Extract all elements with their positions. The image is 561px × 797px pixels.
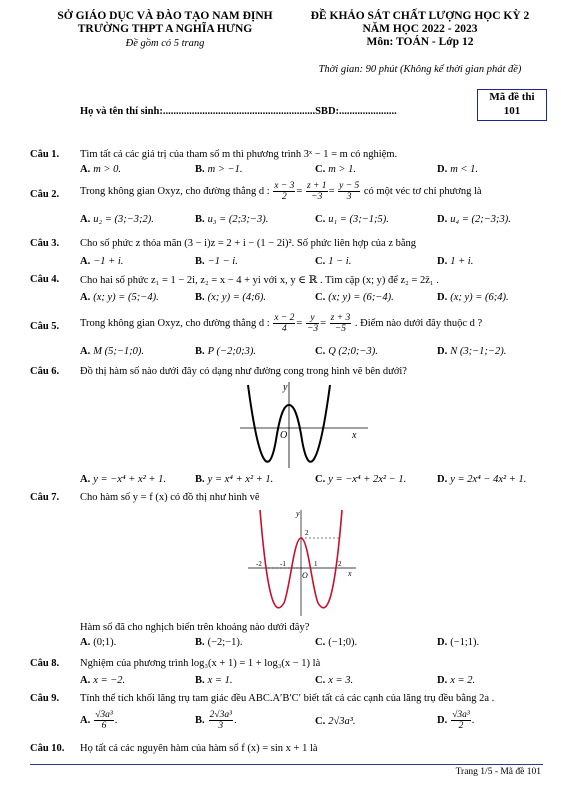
exam-duration: Thời gian: 90 phút (Không kể thời gian phát đề) bbox=[318, 64, 522, 75]
page-footer: Trang 1/5 - Mã đề 101 bbox=[455, 767, 541, 777]
option-b: B. (−2;−1). bbox=[195, 637, 243, 648]
department-name: SỞ GIÁO DỤC VÀ ĐÀO TẠO NAM ĐỊNH bbox=[57, 10, 273, 22]
option-d: D. N (3;−1;−2). bbox=[437, 346, 507, 357]
question-text: Trong không gian Oxyz, cho đường thẳng d : $\frac{x - 2}{4}$ = $\frac{y}{-3}$ = $\frac{z + 3}{-5}$ . Điểm nào dưới đây thuộc d ? bbox=[80, 313, 483, 334]
question-text: Hàm số đã cho nghịch biến trên khoảng nào dưới đây? bbox=[80, 622, 310, 633]
option-a: A. m > 0. bbox=[80, 164, 122, 175]
x-axis-label: x bbox=[348, 569, 352, 578]
question-text: Cho số phức z thỏa mãn (3 − i)z = 2 + i − (1 − 2i)². Số phức liên hợp của z bằng bbox=[80, 238, 417, 249]
option-a: A. M (5;−1;0). bbox=[80, 346, 145, 357]
school-year: NĂM HỌC 2022 - 2023 bbox=[362, 23, 478, 35]
origin-label: O bbox=[302, 571, 308, 580]
option-a: A. (0;1). bbox=[80, 637, 117, 648]
option-d: D. (x; y) = (6;4). bbox=[437, 292, 509, 303]
option-b: B. (x; y) = (4;6). bbox=[195, 292, 267, 303]
function-graph-figure bbox=[248, 508, 358, 618]
option-d: D. x = 2. bbox=[437, 675, 476, 686]
tick-label: 2 bbox=[305, 529, 309, 537]
option-d: D. u₄ = (2;−3;3). bbox=[437, 214, 511, 225]
question-text: Họ tất cả các nguyên hàm của hàm số f (x) = sin x + 1 là bbox=[80, 743, 318, 754]
option-d: D. 1 + i. bbox=[437, 256, 474, 267]
question-number: Câu 7. bbox=[30, 492, 60, 503]
tick-label: 2 bbox=[338, 560, 342, 568]
question-number: Câu 9. bbox=[30, 693, 60, 704]
exam-code-label: Mã đề thi bbox=[489, 91, 535, 103]
option-c: C. (x; y) = (6;−4). bbox=[315, 292, 394, 303]
option-c: C. (−1;0). bbox=[315, 637, 358, 648]
option-c: C. m > 1. bbox=[315, 164, 357, 175]
tick-label: -2 bbox=[256, 560, 262, 568]
question-number: Câu 2. bbox=[30, 189, 60, 200]
option-d: D. y = 2x⁴ − 4x² + 1. bbox=[437, 474, 527, 485]
option-d: D. m < 1. bbox=[437, 164, 479, 175]
option-a: A. u₂ = (3;−3;2). bbox=[80, 214, 154, 225]
option-c: C. 1 − i. bbox=[315, 256, 352, 267]
question-number: Câu 1. bbox=[30, 149, 60, 160]
question-text: Tìm tất cả các giá trị của tham số m thì phương trình 3ˣ − 1 = m có nghiệm. bbox=[80, 149, 398, 160]
school-name: TRƯỜNG THPT A NGHĨA HƯNG bbox=[77, 23, 253, 35]
option-a: A. x = −2. bbox=[80, 675, 126, 686]
option-b: B. −1 − i. bbox=[195, 256, 238, 267]
question-text: Cho hàm số y = f (x) có đồ thị như hình vẽ bbox=[80, 492, 260, 503]
question-number: Câu 10. bbox=[30, 743, 65, 754]
question-number: Câu 8. bbox=[30, 658, 60, 669]
exam-code-value: 101 bbox=[503, 105, 521, 117]
option-a: A. $\frac{\text{√3a³}}{6}$ . bbox=[80, 710, 118, 731]
option-a: A. (x; y) = (5;−4). bbox=[80, 292, 159, 303]
question-text: Cho hai số phức z₁ = 1 − 2i, z₂ = x − 4 + yi với x, y ∈ ℝ . Tìm cặp (x; y) để z₂ = 2z̄₁ . bbox=[80, 275, 439, 286]
tick-label: 1 bbox=[314, 560, 318, 568]
question-number: Câu 4. bbox=[30, 274, 60, 285]
subject: Môn: TOÁN - Lớp 12 bbox=[366, 36, 474, 48]
question-text: Trong không gian Oxyz, cho đường thẳng d : $\frac{x - 3}{2}$ = $\frac{z + 1}{-3}$ = $\frac{y - 5}{3}$ có một véc tơ chỉ phương là bbox=[80, 181, 482, 202]
exam-code-box bbox=[477, 89, 547, 121]
option-a: A. y = −x⁴ + x² + 1. bbox=[80, 474, 166, 485]
y-axis-label: y bbox=[296, 509, 300, 518]
quartic-graph-figure bbox=[240, 380, 370, 470]
tick-label: -1 bbox=[280, 560, 286, 568]
question-number: Câu 3. bbox=[30, 238, 60, 249]
option-b: B. $\frac{\text{2√3a³}}{3}$ . bbox=[195, 710, 237, 731]
option-a: A. −1 + i. bbox=[80, 256, 124, 267]
option-c: C. y = −x⁴ + 2x² − 1. bbox=[315, 474, 407, 485]
option-c: C. Q (2;0;−3). bbox=[315, 346, 378, 357]
option-d: D. (−1;1). bbox=[437, 637, 480, 648]
footer-divider bbox=[30, 764, 543, 765]
option-b: B. y = x⁴ + x² + 1. bbox=[195, 474, 274, 485]
origin-label: O bbox=[280, 430, 288, 441]
question-text: Đồ thị hàm số nào dưới đây có dạng như đường cong trong hình vẽ bên dưới? bbox=[80, 366, 407, 377]
option-d: D. $\frac{\text{√3a³}}{2}$ . bbox=[437, 710, 475, 731]
exam-title: ĐỀ KHẢO SÁT CHẤT LƯỢNG HỌC KỲ 2 bbox=[310, 10, 530, 22]
option-b: B. u₃ = (2;3;−3). bbox=[195, 214, 269, 225]
option-b: B. m > −1. bbox=[195, 164, 243, 175]
option-c: C. x = 3. bbox=[315, 675, 354, 686]
question-text: Nghiệm của phương trình log₃(x + 1) = 1 + log₃(x − 1) là bbox=[80, 658, 321, 669]
option-b: B. P (−2;0;3). bbox=[195, 346, 256, 357]
question-number: Câu 6. bbox=[30, 366, 60, 377]
option-b: B. x = 1. bbox=[195, 675, 233, 686]
option-c: C. u₁ = (3;−1;5). bbox=[315, 214, 389, 225]
question-number: Câu 5. bbox=[30, 321, 60, 332]
x-axis-label: x bbox=[352, 430, 357, 441]
y-axis-label: y bbox=[283, 382, 288, 393]
option-c: C. 2√3a³. bbox=[315, 716, 356, 727]
student-info-line: Họ và tên thí sinh:..........................................................SBD:...................... bbox=[80, 106, 397, 117]
question-text: Tính thể tích khối lăng trụ tam giác đều ABC.A′B′C′ biết tất cả các cạnh của lăng trụ đều bằng 2a . bbox=[80, 693, 495, 704]
page-count-note: Đề gồm có 5 trang bbox=[125, 38, 205, 49]
